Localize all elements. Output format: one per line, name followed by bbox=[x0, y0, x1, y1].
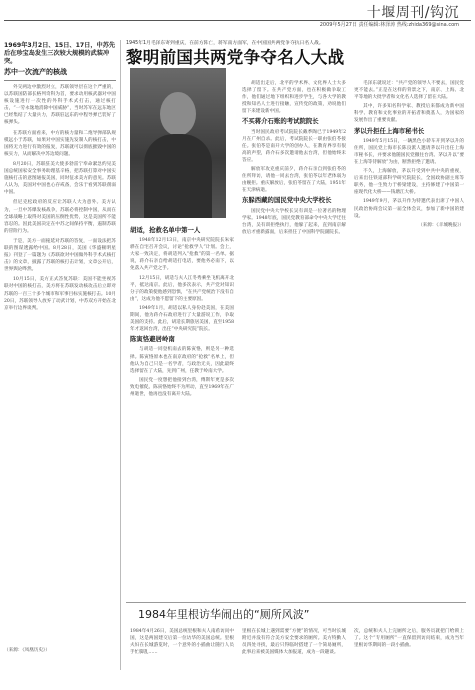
bottom-col-1: 1984年4月26日，美国总统里根和夫人南希访问中国，这是两国建交后第一位访华的美国总统。里根夫妇在长城游览时，一个意外的小插曲让随行人员手忙脚乱…… bbox=[130, 629, 234, 656]
paragraph: 当时国民政府考试院院长戴季陶已于1949年2月在广州自杀。此后，考试院院长一职由张伯苓接任。张伯苓是南开大学的创办人，在教育界享有很高的声望，蒋介石多次邀请他去台湾，但他始终未答应。 bbox=[242, 129, 346, 163]
left-story-kicker: 1969年3月2日、15日、17日，中苏先后在珍宝岛发生三次较大规模的武装冲突。 bbox=[4, 42, 116, 65]
paragraph: 12月15日，胡适与夫人江冬秀乘坐飞机离开北平，抵达南京。此后，他多次表示，共产党对知识分子的政策使他感到恐惧，“在共产党统治下没有自由”，这成为他不愿留下的主要原因。 bbox=[130, 275, 234, 302]
masthead bbox=[0, 0, 475, 30]
bottom-story-body bbox=[126, 628, 466, 684]
subheading: 胡适，抢救名单中第一人 bbox=[130, 226, 201, 234]
paragraph: 不久，上海解放，茅以升受到中共中央的重视，后来出任铁道部科学研究院院长，全国政协副主席等职务，他一生致力于桥梁建设，主持修建了中国第一座现代化大桥——钱塘江大桥。 bbox=[354, 169, 464, 196]
paragraph: 1949年1月，胡适以私人身份赴美国，在美国期间，他为蒋介石政府进行了大量游说工作，争取美国的支持。此后，胡适长期旅居美国，直至1958年才返回台湾，出任“中央研究院”院长。 bbox=[130, 305, 234, 333]
left-story-title: 苏中一次流产的核战 bbox=[4, 68, 67, 76]
paragraph: 国民党中央大学校长吴有训是一位著名的物理学家。1948年底，国民党教育部命令中央大学迁往台湾，吴有训拒绝执行，他躲了起来，直到南京解放后才重新露面，后来担任了中国科学院副院长。 bbox=[242, 208, 346, 235]
paragraph: 外交两边中激烈对立，苏联领导层在这个严重的，以苏联国防部长格列奇科为首，要求动用核武器对中国核设施进行一次性的外科手术式打击，通过核打击，“一劳永逸地消除中国威胁”，当时苏军在远东地区已经集结了大量兵力，苏联驻远东的中程导弹已装好了核弹头。 bbox=[4, 85, 116, 126]
paragraph: 毛泽东就说过：“共产党的领导人不要去，国民党更不能去。”正是在这样的背景之下，南京、上海、北平等地的大批学者和文化名人选择了留在大陆。 bbox=[354, 81, 464, 101]
bottom-col-3: 次，总统和夫人上完厕所之后，服务员就把门给锁上了。这个“专用厕所”一直保留到访问结束，成为当年里根访华期间的一段小插曲。 bbox=[354, 629, 464, 649]
portrait-photo bbox=[130, 68, 226, 218]
subheading: 陈寅恪避居岭南 bbox=[130, 335, 175, 344]
paragraph: 但尼克松政府的反应让苏联人大为意外。美方认为，一旦中苏爆发核战争，苏联必将控制中国，从而在全球战略上取得对美国的压倒性优势，这是美国所不能容忍的。因此美国决定在中苏之间保持平衡，遏制苏联的冒险行为。 bbox=[4, 200, 116, 234]
main-col-2-text bbox=[242, 80, 346, 600]
main-story-kicker: 1945年1月毛泽东寄到重庆，在前方阵亡，蒋军南方面军，在中国国共两党争夺抗日名人战。 bbox=[126, 41, 324, 46]
subheading: 茅以升拒任上海市秘书长 bbox=[354, 126, 425, 135]
main-story-header bbox=[126, 40, 466, 68]
paragraph: 1949年9月，茅以升作为特邀代表出席了中国人民政治协商会议第一届全体会议，参加了新中国的建设。 bbox=[354, 199, 464, 219]
paragraph: 国民党一度想把他接到台湾，傅斯年更是多次致电催促。陈寅恪始终不为所动，直至1969年在广州逝世，他再也没有离开大陆。 bbox=[130, 377, 234, 397]
portrait-image bbox=[130, 68, 226, 218]
main-col-1-text bbox=[130, 224, 234, 599]
paragraph: 与胡适一同登机南去的陈寅恪，则是另一种选择。陈寅恪原本也在南京政府的“抢救”名单上，但他认为自己只是一名学者，与政治无关，因此最终选择留在了大陆，先到广州，任教于岭南大学。 bbox=[130, 347, 234, 374]
subheading: 东躲西藏的国民党中央大学校长 bbox=[242, 196, 332, 205]
paragraph: 胡适出走后，北平的学术界、文化界人士大多选择了留下。在共产党方面，也在积极做争取工作，他们通过地下组织和进步学生，与各大学的教授和知名人士进行接触，宣传党的政策，劝说他们留下来建设新中国。 bbox=[242, 81, 346, 115]
portrait-head bbox=[160, 92, 196, 136]
bottom-story-rule bbox=[126, 602, 466, 603]
main-col-3-text bbox=[354, 80, 464, 600]
left-story-source: （来源：《凤凰历史》） bbox=[4, 648, 50, 653]
column-divider bbox=[120, 40, 121, 670]
left-story-rule bbox=[4, 80, 116, 81]
portrait-body bbox=[144, 134, 212, 218]
bottom-story-title: 1984年里根访华闹出的“厕所风波” bbox=[138, 608, 310, 621]
paragraph: 10月15日，美方正式答复苏联：美国不能坐视苏联对中国的核打击，美方将在苏联发动核攻击后立即对苏联的一百三十多个城市和军事目标实施核打击。10月20日，苏联领导人放弃了动武计划，中苏双方开始在北京举行边界谈判。 bbox=[4, 277, 116, 311]
paragraph: 1948年12月13日，南京中央研究院院长朱家骅在自宅召开会议，讨论“抢救学人”计划。会上，大家一致决定，将胡适列入“抢救”的第一名单。据说，蒋介石亲自给胡适打电话，要他务必南下，以免落入共产党之手。 bbox=[130, 238, 234, 272]
source-credit: （来源：《羊城晚报》） bbox=[418, 222, 464, 228]
main-story-title: 黎明前国共两党争夺名人大战 bbox=[126, 48, 345, 67]
bottom-col-2: 里根在长城上遇到需要“方便”的情况，可当时长城附近并没有符合美方安全要求的厕所。美方特勤人员四处寻找，最后只得临时搭建了一个简易厕所，此事后来被美国媒体大加报道，成为一段趣谈。 bbox=[242, 629, 346, 656]
paragraph: 其中，许多知名科学家、教授后来都成为新中国科学、教育和文化事业的开拓者和奠基人，为国家的发展作出了重要贡献。 bbox=[354, 104, 464, 124]
subheading: 不买蒋介石账的考试院院长 bbox=[242, 117, 319, 126]
date-editor-line: 2009年5月27日 责任编辑:林泽涛 热线:zhida369@sina.com bbox=[319, 22, 459, 28]
paragraph: 1949年5月15日，一辆黑色小轿车开到茅以升的住所，国民党上海市长陈良派人邀请茅以升出任上海市秘书长，并要求他随国民党撤往台湾。茅以升以“要在上海等待解放”为由，断然拒绝了邀请。 bbox=[354, 138, 464, 165]
paragraph: 解放军攻克重庆前夕，蒋介石亲自到张伯苓的住所拜访，请他一同去台湾，张伯苓以年老体弱为由婉拒。重庆解放后，张伯苓留在了大陆，1951年在天津病逝。 bbox=[242, 167, 346, 194]
paragraph: 在苏联方面看来，中方的核力量和二炮导弹部队规模远小于苏联，如果对中国实施先发制人的核打击，中国将无力进行有效的报复，苏联就可以彻底摧毁中国的核实力，从而解决中苏边境问题。 bbox=[4, 130, 116, 157]
paragraph: 8月20日，苏联驻美大使多勃雷宁奉命紧急约见美国总统国家安全事务助理基辛格，把苏联打算对中国实施核打击的意图通报美国，同时征求美方的意见。苏联人认为，美国对中国也心存戒备，会乐于看到苏联削弱中国。 bbox=[4, 161, 116, 196]
left-story bbox=[4, 42, 116, 672]
paragraph: 于是，美方一面拖延对苏联的答复，一面设法把苏联的图谋透露给中国。8月28日，美国《华盛顿明星报》刊登了一篇题为《苏联欲对中国做外科手术式核打击》的文章，披露了苏联的核打击计划，文章公开后，世界舆论哗然。 bbox=[4, 238, 116, 273]
left-story-body bbox=[4, 84, 116, 312]
section-title: 十堰周刊/钩沉 bbox=[366, 5, 459, 21]
